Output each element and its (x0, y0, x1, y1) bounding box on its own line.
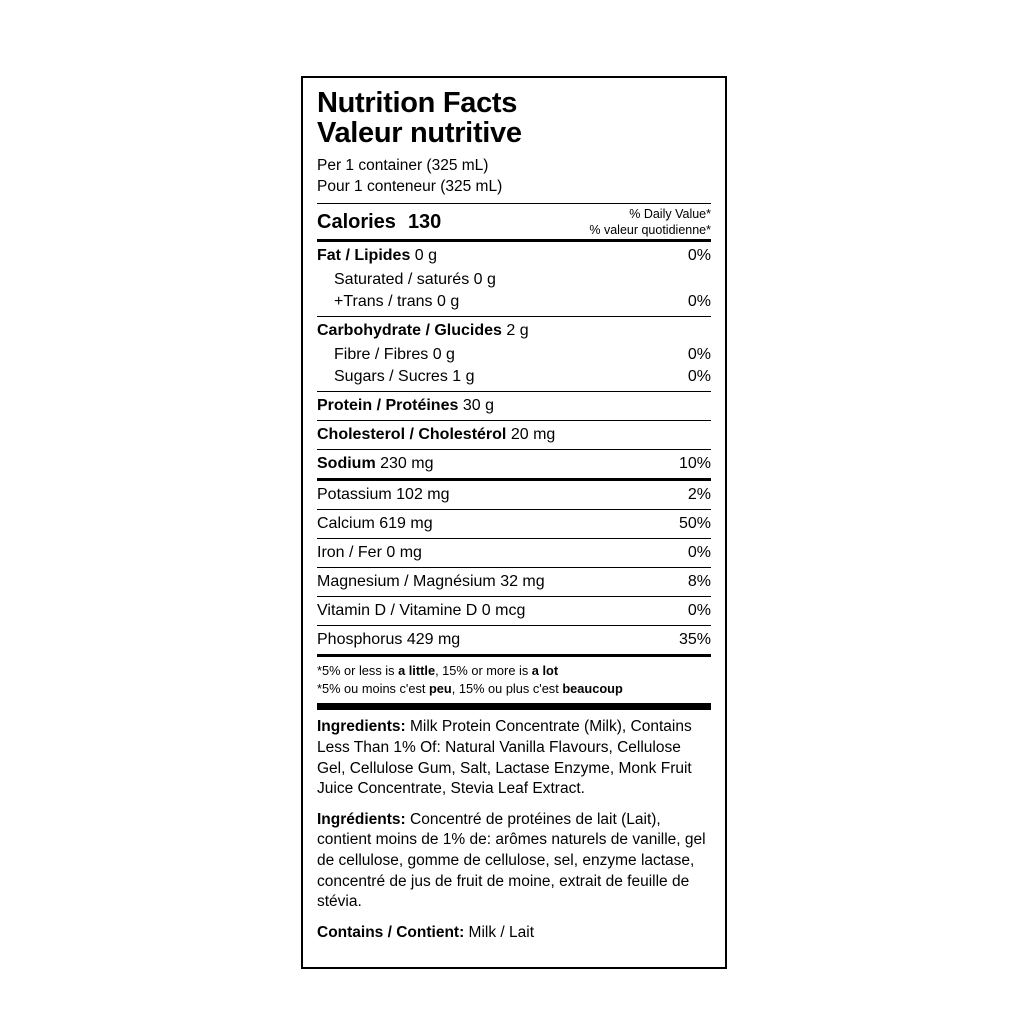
footnote-en: *5% or less is a little, 15% or more is a lot (317, 662, 559, 678)
ingredients-section (317, 710, 711, 943)
nutrition-title-en: Nutrition Facts (317, 87, 518, 119)
row-fibre-name: Fibre / Fibres 0 g (334, 345, 455, 363)
row-fat-name: Fat / Lipides 0 g (317, 246, 438, 264)
row-sugars-name: Sugars / Sucres 1 g (334, 367, 475, 385)
row-potassium-name: Potassium 102 mg (317, 485, 450, 503)
row-potassium-dv: 2% (687, 485, 711, 503)
row-fibre-dv: 0% (687, 345, 711, 363)
row-fibre (317, 345, 711, 367)
row-cholesterol-name: Cholesterol / Cholestérol 20 mg (317, 425, 556, 443)
nutrition-facts-panel (301, 76, 727, 969)
row-sodium-dv: 10% (678, 454, 711, 472)
serving-size-en: Per 1 container (325 mL) (317, 156, 489, 174)
row-iron (317, 539, 711, 567)
row-vitamin-d-dv: 0% (687, 601, 711, 619)
contains-statement: Contains / Contient: Milk / Lait (317, 923, 535, 941)
daily-value-header-en: % Daily Value* (629, 207, 711, 222)
row-saturated-name: Saturated / saturés 0 g (334, 270, 496, 288)
row-magnesium-name: Magnesium / Magnésium 32 mg (317, 572, 545, 590)
row-sodium-name: Sodium 230 mg (317, 454, 434, 472)
row-protein-name: Protein / Protéines 30 g (317, 396, 494, 414)
row-calcium (317, 510, 711, 538)
ingredients-en: Ingredients: Milk Protein Concentrate (Milk), Contains Less Than 1% Of: Natural Vanilla Flavours, Cellulose Gel, Cellulose Gum, Salt, Lactase Enzyme, Monk Fruit Juice Concentrate, Stevia Leaf Extract. (317, 718, 692, 798)
row-phosphorus-name: Phosphorus 429 mg (317, 630, 461, 648)
row-fat (317, 242, 711, 270)
row-trans-dv: 0% (687, 292, 711, 310)
footnote-fr: *5% ou moins c'est peu, 15% ou plus c'est beaucoup (317, 680, 623, 696)
row-cholesterol (317, 421, 711, 449)
nutrition-title-fr: Valeur nutritive (317, 117, 522, 150)
row-iron-dv: 0% (687, 543, 711, 561)
row-magnesium (317, 568, 711, 596)
row-carbohydrate (317, 317, 711, 345)
row-calcium-name: Calcium 619 mg (317, 514, 433, 532)
serving-size-fr: Pour 1 conteneur (325 mL) (317, 178, 503, 195)
row-calcium-dv: 50% (678, 514, 711, 532)
ingredients-fr: Ingrédients: Concentré de protéines de lait (Lait), contient moins de 1% de: arômes naturels de vanille, gel de cellulose, gomme de cellulose, sel, enzyme lactase, concentré de jus de fruit de moine, extrait de feuille de stévia. (317, 810, 706, 911)
nutrition-facts-inner (303, 78, 725, 944)
row-protein (317, 392, 711, 420)
row-trans-name: +Trans / trans 0 g (334, 292, 460, 310)
row-fat-dv: 0% (687, 246, 711, 264)
row-vitamin-d (317, 597, 711, 625)
row-magnesium-dv: 8% (687, 572, 711, 590)
row-trans (317, 292, 711, 316)
row-sugars-dv: 0% (687, 367, 711, 385)
calories-value: 130 (407, 210, 442, 233)
row-carbohydrate-name: Carbohydrate / Glucides 2 g (317, 321, 529, 339)
row-saturated (317, 270, 711, 292)
footnote (317, 657, 711, 704)
row-iron-name: Iron / Fer 0 mg (317, 543, 422, 561)
daily-value-header-fr: % valeur quotidienne* (589, 223, 711, 237)
row-sugars (317, 367, 711, 391)
row-vitamin-d-name: Vitamin D / Vitamine D 0 mcg (317, 601, 526, 619)
row-phosphorus (317, 626, 711, 654)
row-phosphorus-dv: 35% (678, 630, 711, 648)
row-sodium (317, 450, 711, 478)
calories-label: Calories (317, 210, 396, 233)
row-potassium (317, 481, 711, 509)
